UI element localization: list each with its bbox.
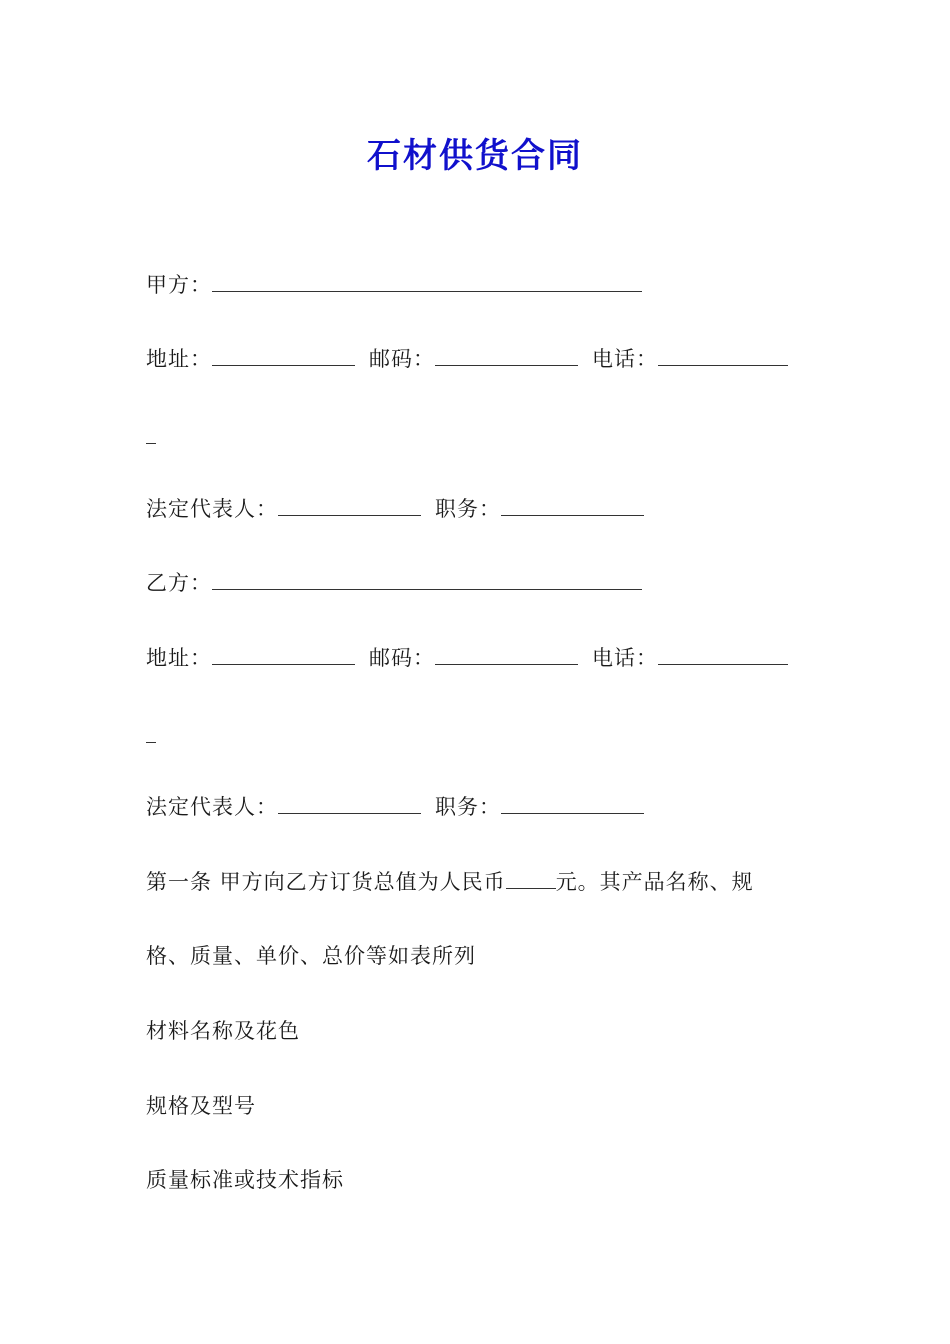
party-a-position-label: 职务： (435, 497, 501, 521)
party-a-phone-label: 电话： (592, 347, 658, 371)
party-b-position-label: 职务： (435, 795, 501, 819)
party-b-postcode-blank[interactable] (435, 644, 578, 665)
party-a-postcode-blank[interactable] (435, 345, 578, 366)
party-b-postcode-label: 邮码： (369, 646, 435, 670)
party-a-blank[interactable] (212, 271, 642, 292)
party-a-line (146, 270, 642, 300)
party-a-rep-line (146, 494, 644, 524)
party-a-postcode-label: 邮码： (369, 347, 435, 371)
party-b-legal-rep-blank[interactable] (278, 793, 421, 814)
party-b-label: 乙方： (146, 571, 212, 595)
party-b-position-blank[interactable] (501, 793, 644, 814)
party-a-legal-rep-label: 法定代表人： (146, 497, 278, 521)
party-a-phone-blank-overflow (146, 442, 156, 444)
document-title: 石材供货合同 (367, 136, 583, 176)
article-one-amount-blank[interactable] (506, 868, 556, 889)
party-a-phone-blank[interactable] (658, 345, 788, 366)
party-a-address-blank[interactable] (212, 345, 355, 366)
article-one-line-1 (146, 867, 754, 897)
party-a-position-blank[interactable] (501, 495, 644, 516)
party-b-address-label: 地址： (146, 646, 212, 670)
party-a-contact-line (146, 344, 788, 374)
party-b-rep-line (146, 792, 644, 822)
party-b-blank[interactable] (212, 569, 642, 590)
party-b-phone-blank-overflow (146, 741, 156, 743)
party-b-phone-blank[interactable] (658, 644, 788, 665)
table-item-spec-model: 规格及型号 (146, 1094, 256, 1118)
article-one-line-2: 格、质量、单价、总价等如表所列 (146, 944, 476, 968)
party-b-line (146, 568, 642, 598)
party-b-legal-rep-label: 法定代表人： (146, 795, 278, 819)
party-a-legal-rep-blank[interactable] (278, 495, 421, 516)
party-b-phone-label: 电话： (592, 646, 658, 670)
article-one-part1: 第一条 甲方向乙方订货总值为人民币 (146, 870, 506, 894)
table-item-quality-standard: 质量标准或技术指标 (146, 1168, 344, 1192)
party-b-address-blank[interactable] (212, 644, 355, 665)
party-a-label: 甲方： (146, 273, 212, 297)
party-b-contact-line (146, 643, 788, 673)
party-a-address-label: 地址： (146, 347, 212, 371)
table-item-material-name: 材料名称及花色 (146, 1019, 300, 1043)
article-one-part2: 元。其产品名称、规 (555, 870, 754, 894)
